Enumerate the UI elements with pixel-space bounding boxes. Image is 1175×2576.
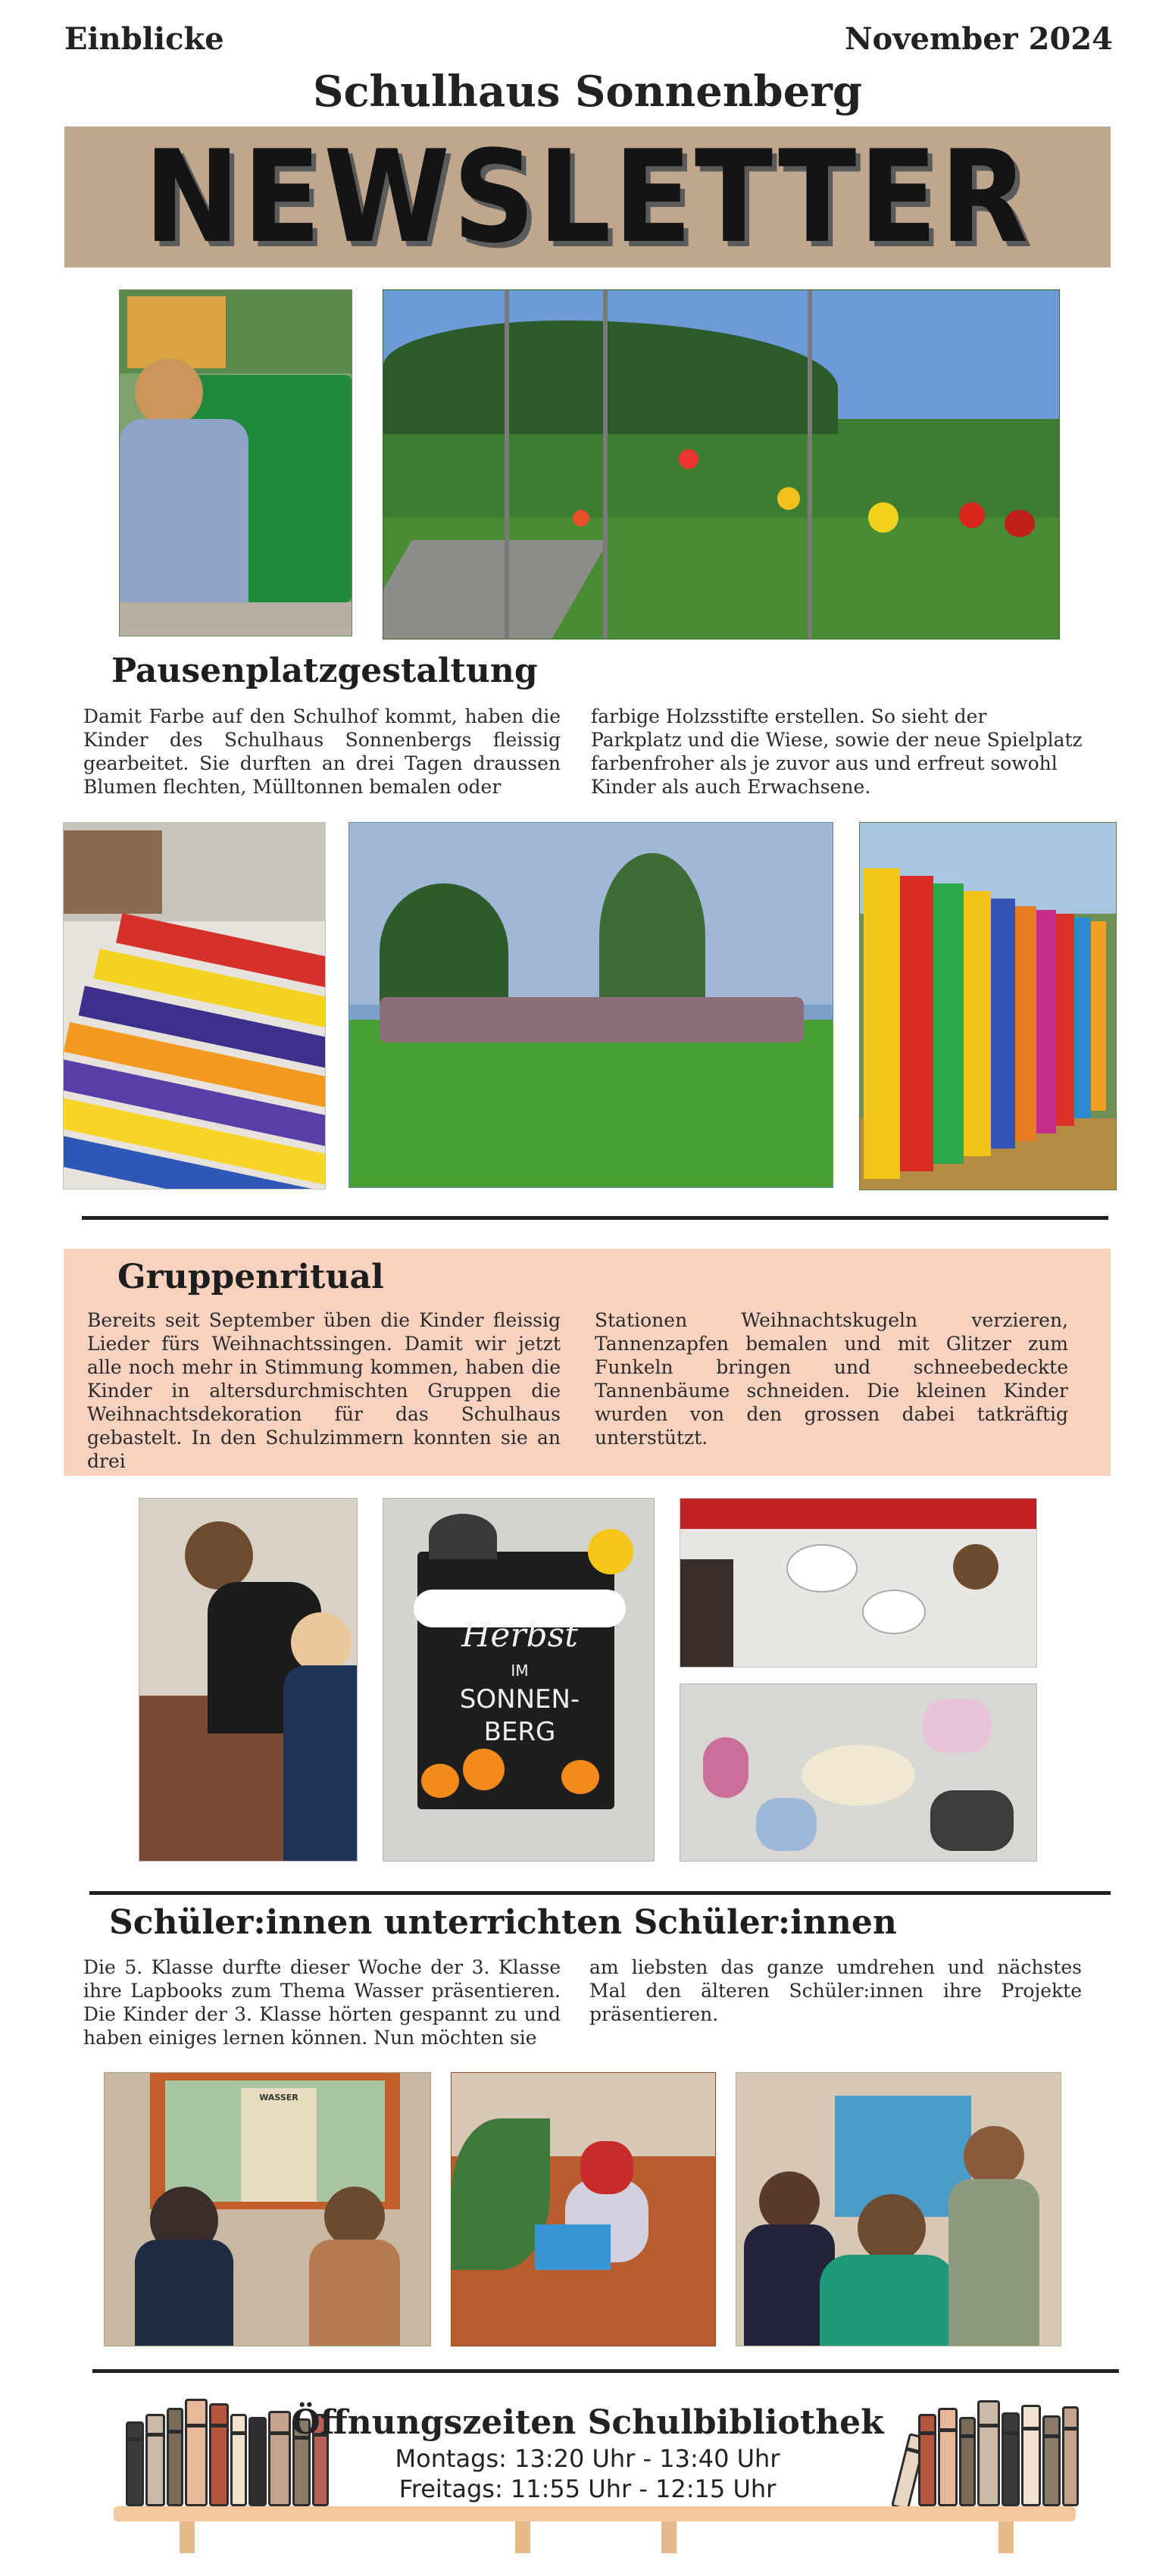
library-title: Öffnungszeiten Schulbibliothek	[291, 2403, 884, 2442]
photo-pencil-fence	[859, 822, 1117, 1190]
gruppenritual-col1: Bereits seit September üben die Kinder fleissig Lieder fürs Weihnachtssingen. Damit wir jetzt alle noch mehr in Stimmung kommen, haben die Kinder in altersdurchmischten Gruppen die Weihnachtsdekoration für das Schulhaus gebastelt. In den Schulzimmern konnten sie an drei	[87, 1309, 561, 1472]
poster-place-line1: SONNEN-	[459, 1684, 580, 1715]
poster-herbst-word: Herbst	[461, 1616, 578, 1655]
section-title-schueler: Schüler:innen unterrichten Schüler:innen	[109, 1903, 897, 1942]
school-name: Schulhaus Sonnenberg	[313, 67, 862, 117]
header-date: November 2024	[844, 21, 1113, 57]
photo-painted-pencils	[63, 822, 326, 1190]
photo-washing-hands	[139, 1498, 358, 1862]
photo-circle-children	[680, 1683, 1037, 1862]
photo-painting-bin	[119, 289, 352, 636]
schueler-col2: am liebsten das ganze umdrehen und nächstes Mal den älteren Schüler:innen ihre Projekte präsentieren.	[589, 1956, 1082, 2025]
poster-im-word: IM	[511, 1662, 529, 1680]
poster-place-line2: BERG	[483, 1717, 556, 1747]
photo-crafting-table	[680, 1498, 1037, 1668]
shelf-leg	[998, 2521, 1014, 2553]
photo-kids-floor	[451, 2072, 716, 2346]
photo-fence-children	[348, 822, 833, 1188]
shelf-leg	[180, 2521, 195, 2553]
photo-lapbook-window	[104, 2072, 431, 2346]
divider-1	[82, 1216, 1108, 1220]
header-left-label: Einblicke	[64, 21, 224, 57]
library-hours-friday: Freitags: 11:55 Uhr - 12:15 Uhr	[398, 2474, 777, 2503]
library-hours-monday: Montags: 13:20 Uhr - 13:40 Uhr	[395, 2444, 780, 2473]
divider-2	[89, 1891, 1111, 1895]
shelf-leg	[661, 2521, 677, 2553]
lapbook-header-text: WASSER	[259, 2093, 298, 2102]
photo-fence-flowers	[383, 289, 1060, 639]
schueler-col1: Die 5. Klasse durfte dieser Woche der 3. Klasse ihre Lapbooks zum Thema Wasser präsentieren. Die Kinder der 3. Klasse hörten gespannt zu und haben einiges lernen können. Nun möchten sie	[83, 1956, 561, 2049]
divider-3	[92, 2369, 1119, 2373]
photo-lapbook-presentation	[736, 2072, 1061, 2346]
section-title-pausenplatz: Pausenplatzgestaltung	[111, 652, 538, 690]
shelf-leg	[515, 2521, 530, 2553]
gruppenritual-col2: Stationen Weihnachtskugeln verzieren, Tannenzapfen bemalen und mit Glitzer zum Funkeln bringen und schneebedeckte Tannenbäume schneiden. Die kleinen Kinder wurden von den grossen dabei tatkräftig unterstützt.	[595, 1309, 1068, 1449]
newsletter-title: NEWSLETTER	[144, 123, 1031, 271]
photo-herbst-poster	[383, 1498, 655, 1862]
bookshelf-board	[114, 2506, 1076, 2521]
section-title-gruppenritual: Gruppenritual	[117, 1258, 384, 1296]
pausenplatz-col2: farbige Holzsstifte erstellen. So sieht der Parkplatz und die Wiese, sowie der neue Spielplatz farbenfroher als je zuvor aus und erfreut sowohl Kinder als auch Erwachsene.	[591, 705, 1083, 798]
pausenplatz-col1: Damit Farbe auf den Schulhof kommt, haben die Kinder des Schulhaus Sonnenbergs fleissig gearbeitet. Sie durften an drei Tagen draussen Blumen flechten, Mülltonnen bemalen oder	[83, 705, 561, 798]
